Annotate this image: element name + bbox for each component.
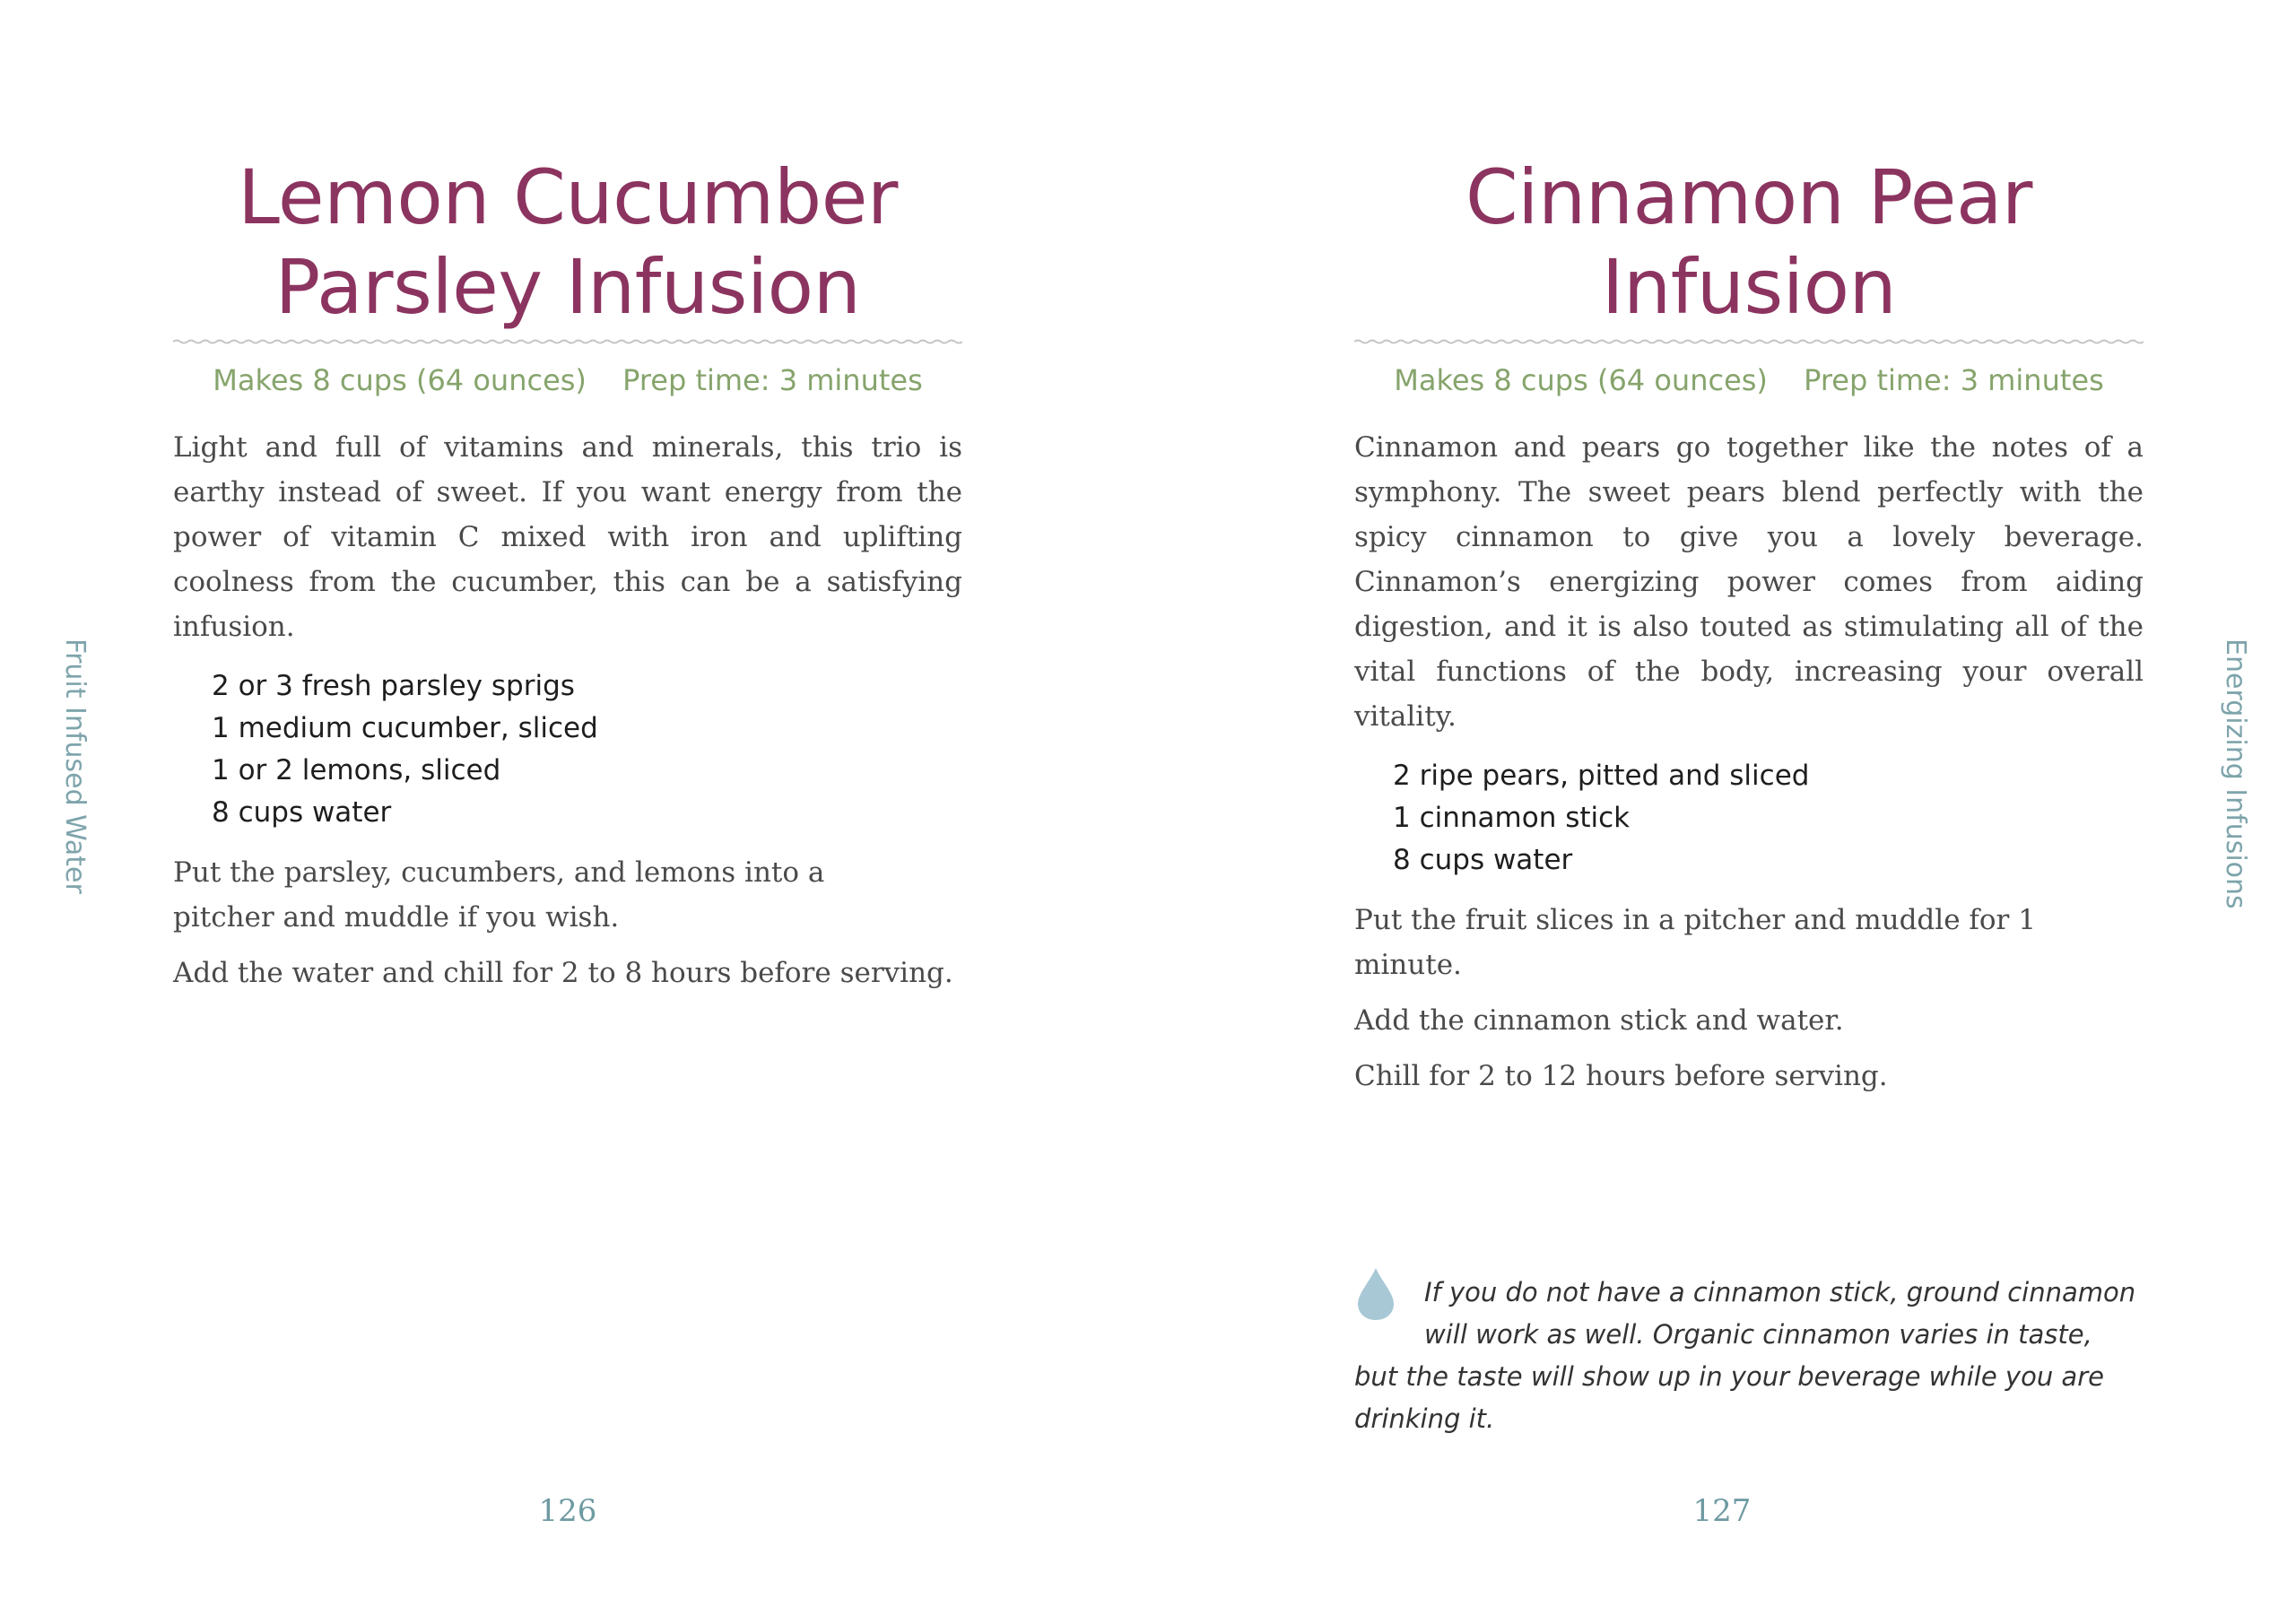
page-number: 126	[538, 1493, 597, 1529]
tip-text: If you do not have a cinnamon stick, ground cinnamon will work as well. Organic cinnamon varies in taste, but the taste will show up in your beverage while you are drinking it.	[1354, 1277, 2136, 1434]
recipe-title-line: Lemon Cucumber	[238, 153, 898, 241]
page-number: 127	[1692, 1493, 1752, 1529]
recipe-title-line: Infusion	[1601, 243, 1897, 331]
section-tab-label: Energizing Infusions	[2220, 638, 2251, 909]
recipe-tip	[1354, 1272, 2144, 1440]
recipe-intro: Cinnamon and pears go together like the notes of a symphony. The sweet pears blend perfectly with the spicy cinnamon to give you a lovely beverage. Cinnamon’s energizing power comes from aiding digestion, and it is also touted as stimulating all of the vital functions of the body, increasing your overall vitality.	[1354, 431, 2144, 733]
section-tab-label: Fruit Infused Water	[59, 638, 91, 894]
ingredient-item: 1 cinnamon stick	[1393, 802, 1631, 834]
instruction-step: Put the fruit slices in a pitcher and muddle for 1 minute.	[1354, 904, 2036, 981]
recipe-title	[1354, 152, 2144, 332]
instruction-step: Add the cinnamon stick and water.	[1354, 1004, 1844, 1037]
water-drop-icon	[1354, 1266, 1397, 1322]
recipe-lemon-cucumber-parsley	[173, 152, 962, 1006]
ingredient-list	[1393, 755, 2144, 882]
ingredient-item: 8 cups water	[212, 796, 392, 829]
ingredient-item: 2 ripe pears, pitted and sliced	[1393, 760, 1810, 792]
recipe-title-line: Cinnamon Pear	[1465, 153, 2032, 241]
recipe-intro: Light and full of vitamins and minerals, this trio is earthy instead of sweet. If you want energy from the power of vitamin C mixed with iron and uplifting coolness from the cucumber, this can be a satisfying infusion.	[173, 431, 962, 643]
recipe-meta	[1354, 362, 2144, 398]
recipe-prep-time: Prep time: 3 minutes	[1804, 363, 2104, 397]
wavy-divider	[173, 335, 962, 348]
recipe-meta	[173, 362, 962, 398]
recipe-yield: Makes 8 cups (64 ounces)	[213, 363, 587, 397]
ingredient-list	[212, 665, 962, 834]
ingredient-item: 8 cups water	[1393, 844, 1573, 876]
ingredient-item: 1 or 2 lemons, sliced	[212, 754, 501, 786]
instruction-step: Chill for 2 to 12 hours before serving.	[1354, 1060, 1888, 1092]
right-page	[1148, 0, 2296, 1607]
recipe-title	[173, 152, 962, 332]
instruction-step: Put the parsley, cucumbers, and lemons into a pitcher and muddle if you wish.	[173, 856, 825, 934]
recipe-cinnamon-pear	[1354, 152, 2144, 1109]
recipe-yield: Makes 8 cups (64 ounces)	[1394, 363, 1768, 397]
instruction-step: Add the water and chill for 2 to 8 hours before serving.	[173, 957, 953, 989]
ingredient-item: 2 or 3 fresh parsley sprigs	[212, 670, 575, 702]
ingredient-item: 1 medium cucumber, sliced	[212, 712, 598, 744]
recipe-title-line: Parsley Infusion	[274, 243, 861, 331]
wavy-divider	[1354, 335, 2144, 348]
recipe-prep-time: Prep time: 3 minutes	[622, 363, 923, 397]
